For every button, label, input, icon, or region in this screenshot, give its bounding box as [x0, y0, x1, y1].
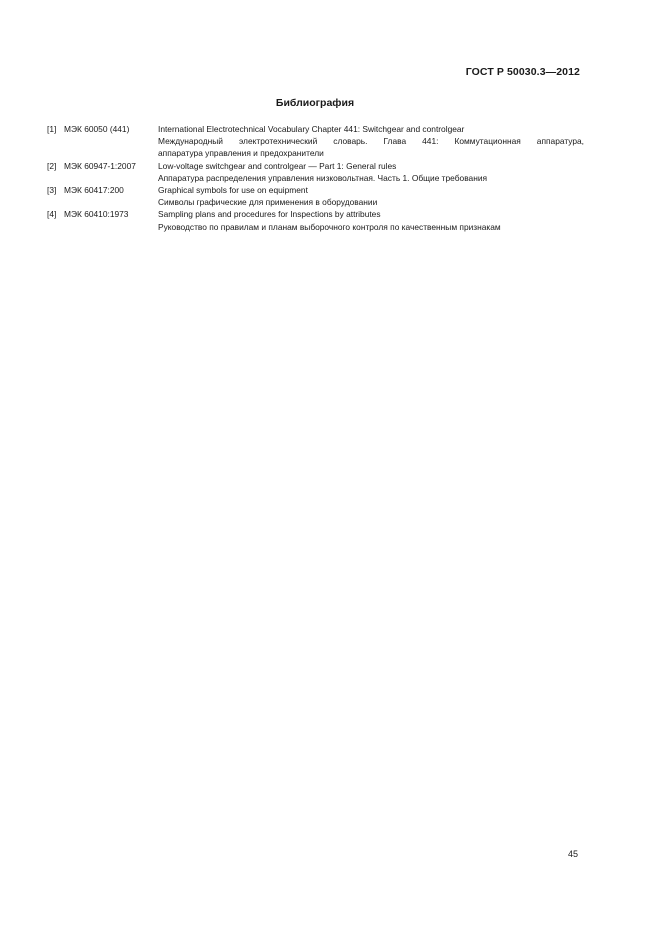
- entry-description: [158, 208, 584, 232]
- entry-description: [158, 123, 584, 160]
- entry-description: [158, 160, 584, 184]
- entry-line: Sampling plans and procedures for Inspections by attributes: [158, 209, 381, 220]
- entry-line: Low-voltage switchgear and controlgear — Part 1: General rules: [158, 160, 397, 171]
- entry-number: [4]: [47, 209, 57, 220]
- bibliography-entry-3: [47, 184, 584, 208]
- entry-line: International Electrotechnical Vocabulary Chapter 441: Switchgear and controlgear: [158, 124, 465, 134]
- entry-line: Международный электротехнический словарь. Глава 441: Коммутационная аппаратура,: [158, 136, 584, 147]
- section-title: Библиография: [275, 97, 355, 109]
- entry-number: [2]: [47, 160, 57, 171]
- entry-number: [3]: [47, 185, 57, 196]
- entry-line: аппаратура управления и предохранители: [158, 148, 324, 159]
- entry-line: Символы графические для применения в оборудовании: [158, 197, 378, 208]
- standard-reference: МЭК 60410:1973: [64, 209, 129, 220]
- bibliography-entry-1: [47, 123, 584, 160]
- standard-reference: МЭК 60050 (441): [64, 124, 130, 134]
- bibliography-list: [47, 123, 584, 233]
- entry-line: Руководство по правилам и планам выборочного контроля по качественным признакам: [158, 221, 501, 232]
- standard-reference: МЭК 60417:200: [64, 185, 124, 196]
- page-number: 45: [567, 849, 578, 859]
- entry-line: Аппаратура распределения управления низковольтная. Часть 1. Общие требования: [158, 172, 488, 183]
- document-code: ГОСТ Р 50030.3—2012: [465, 66, 580, 78]
- entry-line: Graphical symbols for use on equipment: [158, 185, 308, 196]
- bibliography-entry-4: [47, 208, 584, 232]
- bibliography-entry-2: [47, 160, 584, 184]
- standard-reference: МЭК 60947-1:2007: [64, 160, 136, 171]
- entry-description: [158, 184, 584, 208]
- entry-number: [1]: [47, 124, 57, 134]
